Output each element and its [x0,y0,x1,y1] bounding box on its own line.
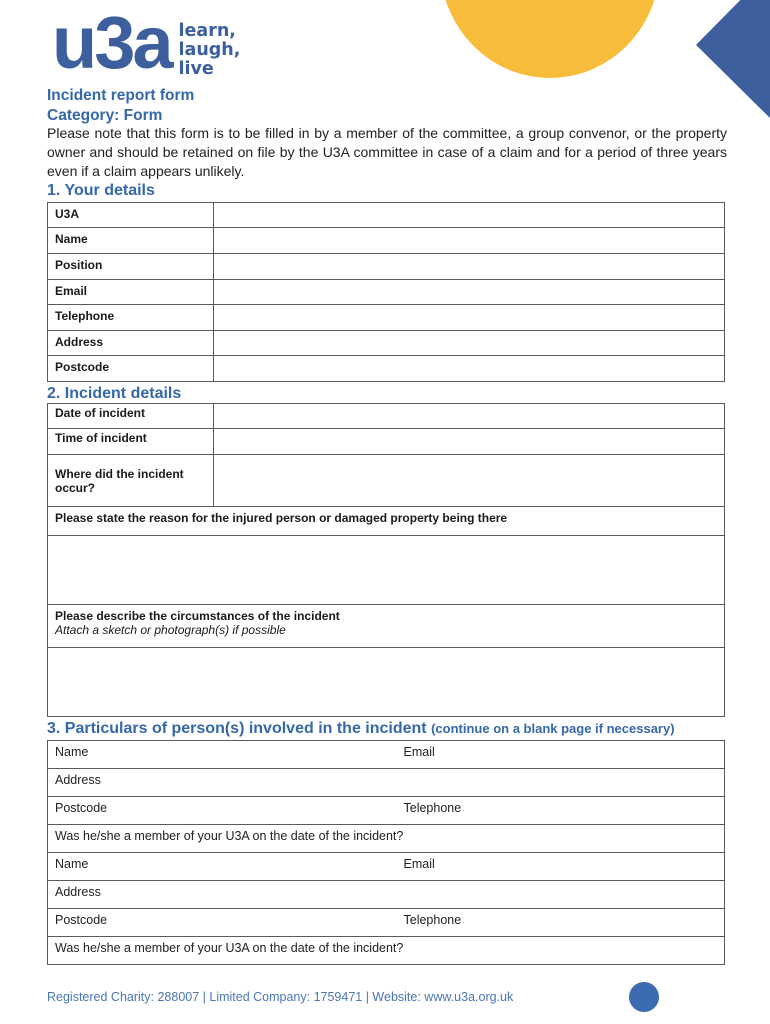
table-row [48,648,725,717]
table-row [48,280,725,305]
circumstances-note: Attach a sketch or photograph(s) if possible [55,623,286,637]
circumstances-field[interactable] [48,648,725,717]
table-row [48,909,725,937]
table-row [48,404,725,429]
postcode-label: Postcode [48,356,214,382]
table-row [48,305,725,331]
table-row [48,356,725,382]
decorative-blue-shape [696,0,770,118]
logo-tagline-line: live [178,59,214,79]
section-3-note: (continue on a blank page if necessary) [431,721,675,736]
decorative-yellow-circle [440,0,660,78]
where-label: Where did the incident occur? [48,455,214,507]
position-field[interactable] [214,254,725,280]
table-row [48,507,725,536]
persons-involved-table [47,740,725,965]
where-field[interactable] [214,455,725,507]
address-field[interactable] [214,331,725,356]
u3a-label: U3A [48,203,214,228]
person2-address[interactable]: Address [48,881,725,909]
form-category: Category: Form [47,107,163,124]
reason-field[interactable] [48,536,725,605]
table-row [48,228,725,254]
position-label: Position [48,254,214,280]
person1-name[interactable]: Name [48,741,397,769]
form-title: Incident report form [47,87,195,104]
logo-tagline-line: laugh, [178,40,241,60]
table-row [48,536,725,605]
your-details-table [47,202,725,382]
section-3-title: 3. Particulars of person(s) involved in the incident [47,720,427,737]
person1-member-question[interactable]: Was he/she a member of your U3A on the date of the incident? [48,825,725,853]
table-row [48,605,725,648]
circumstances-cell [48,605,725,648]
person2-telephone[interactable]: Telephone [397,909,725,937]
table-row [48,937,725,965]
postcode-field[interactable] [214,356,725,382]
incident-details-table [47,403,725,717]
section-1-heading: 1. Your details [47,182,155,199]
u3a-field[interactable] [214,203,725,228]
person1-email[interactable]: Email [397,741,725,769]
person2-postcode[interactable]: Postcode [48,909,397,937]
footer-text: Registered Charity: 288007 | Limited Company: 1759471 | Website: www.u3a.org.uk [47,990,514,1004]
table-row [48,797,725,825]
table-row [48,881,725,909]
person1-postcode[interactable]: Postcode [48,797,397,825]
person2-name[interactable]: Name [48,853,397,881]
logo-tagline-line: learn, [178,21,236,41]
logo-tagline [179,22,241,79]
decorative-blue-dot [629,982,659,1012]
date-label: Date of incident [48,404,214,429]
email-label: Email [48,280,214,305]
time-field[interactable] [214,429,725,455]
table-row [48,769,725,797]
u3a-logo [52,1,241,84]
person1-telephone[interactable]: Telephone [397,797,725,825]
person1-address[interactable]: Address [48,769,725,797]
table-row [48,429,725,455]
intro-paragraph: Please note that this form is to be filled in by a member of the committee, a group convenor, or the property owner and should be retained on file by the U3A committee in case of a claim and for a period of three years even if a claim appears unlikely. [47,125,727,179]
time-label: Time of incident [48,429,214,455]
section-2-heading: 2. Incident details [47,385,182,402]
name-field[interactable] [214,228,725,254]
address-label: Address [48,331,214,356]
table-row [48,455,725,507]
reason-label: Please state the reason for the injured person or damaged property being there [48,507,725,536]
table-row [48,741,725,769]
date-field[interactable] [214,404,725,429]
person2-member-question[interactable]: Was he/she a member of your U3A on the date of the incident? [48,937,725,965]
name-label: Name [48,228,214,254]
section-3-heading [47,720,675,738]
telephone-field[interactable] [214,305,725,331]
table-row [48,853,725,881]
page-title [47,86,194,126]
logo-mark: u3a [52,1,171,84]
table-row [48,331,725,356]
email-field[interactable] [214,280,725,305]
person2-email[interactable]: Email [397,853,725,881]
table-row [48,825,725,853]
circumstances-label: Please describe the circumstances of the incident [55,609,340,623]
table-row [48,254,725,280]
telephone-label: Telephone [48,305,214,331]
table-row [48,203,725,228]
